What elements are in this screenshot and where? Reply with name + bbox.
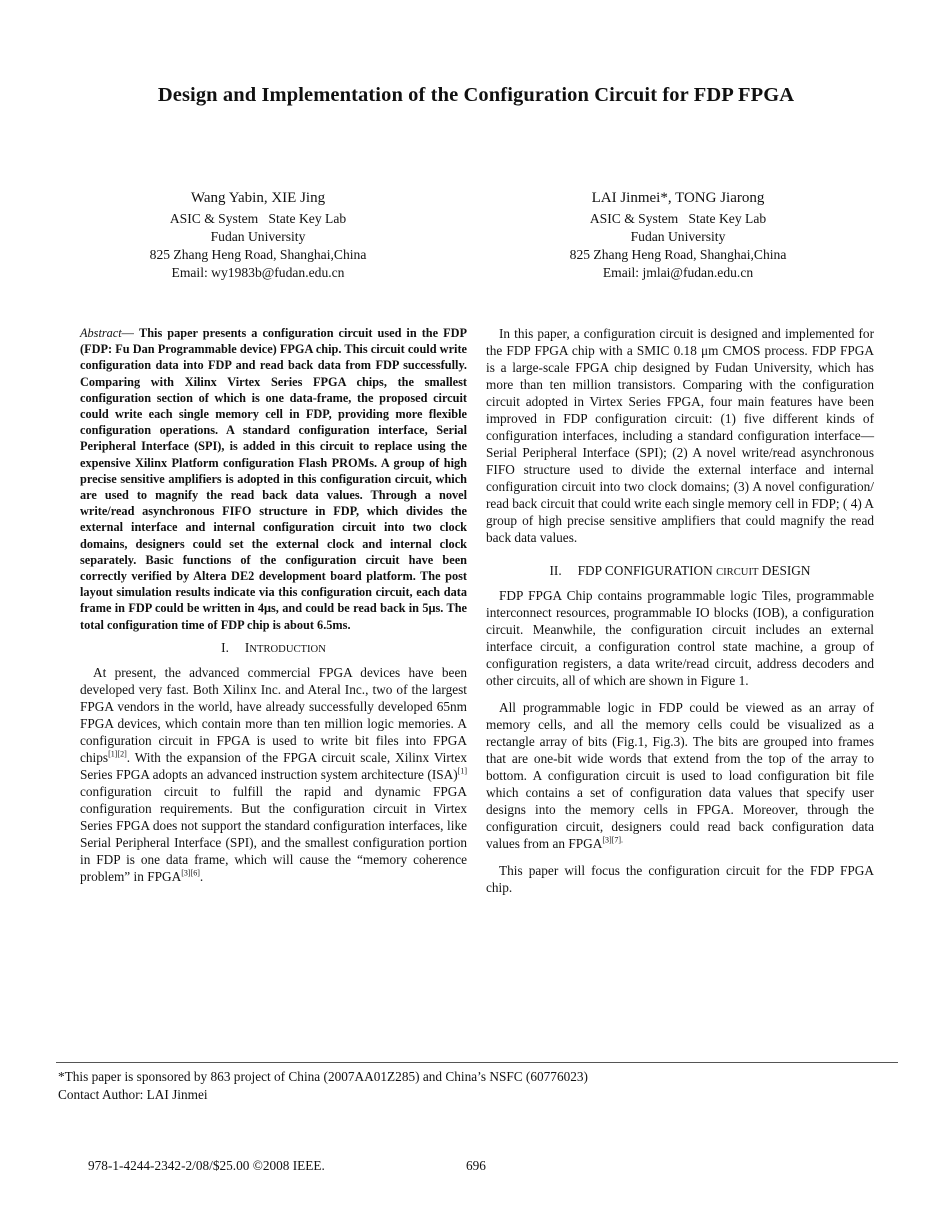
section-number: I.	[221, 639, 229, 655]
footnote-divider	[56, 1062, 898, 1063]
author-block-right	[468, 188, 888, 282]
design-text: All programmable logic in FDP could be viewed as an array of memory cells, and all the memory cells could be visualized as a rectangle array of bits (Fig.1, Fig.3). The bits are grouped into frames that are one-bit wide words that extend from the top of the array to bottom. A configuration circuit is used to load configuration bit file which contains a set of configuration data values that specify user designs into the memory cells in FPGA. Moreover, through the configuration circuit, designers could read back configuration data values from an FPGA	[486, 700, 874, 851]
abstract-text: This paper presents a configuration circuit used in the FDP (FDP: Fu Dan Programmable device) FPGA chip. This circuit could write configuration data into FDP and read back data from FDP successfully. Comparing with Xilinx Virtex Series FPGA chips, the smallest configuration section of which is one data-frame, the proposed circuit could write each single memory cell in FDP, providing more flexible configuration operations. A standard configuration interface, Serial Peripheral Interface (SPI), is added in this circuit to replace using the expensive Xilinx Platform configuration Flash PROMs. A group of high precise sensitive amplifiers is adopted in this configuration circuit, which are used to magnify the read back data values. Through a novel write/read asynchronous FIFO structure in FDP, which divides the external interface and internal configuration circuit into two clock domains, designers could set the external clock and internal clock separately. Basic functions of the configuration circuit have been correctly verified by Altera DE2 development board platform. The post layout simulation results indicate via this configuration circuit, each data frame in FDP could be written in 4μs, and could be read back in 5μs. The total configuration time of FDP chip is about 6.5ms.	[80, 326, 468, 632]
section-title-initial: I	[244, 639, 250, 655]
design-paragraph-1: FDP FPGA Chip contains programmable logic Tiles, programmable interconnect resources, programmable IO blocks (IOB), a configuration circuit. Meanwhile, the configuration circuit includes an external interface circuit, a configuration control state machine, a group of configuration registers, a data write/read circuit, address decoders and other circuits, all of which are shown in Figure 1.	[486, 588, 874, 688]
section-title-b: DESIGN	[758, 563, 811, 578]
footnote-sponsor: *This paper is sponsored by 863 project of China (2007AA01Z285) and China’s NSFC (60776023)	[58, 1069, 588, 1084]
citation: [1][2]	[108, 749, 127, 759]
abstract-dash: —	[121, 326, 139, 340]
abstract-lead: Abstract	[80, 326, 122, 340]
footer-isbn: 978-1-4244-2342-2/08/$25.00 ©2008 IEEE.	[88, 1158, 325, 1173]
author-university: Fudan University	[210, 229, 306, 244]
right-column	[486, 325, 874, 902]
author-university: Fudan University	[630, 229, 726, 244]
intro-paragraph-continued: In this paper, a configuration circuit is designed and implemented for the FDP FPGA chip with a SMIC 0.18 μm CMOS process. FDP FPGA is a large-scale FPGA chip designed by Fudan University, which has more than ten million transistors. Comparing with the configuration circuit adopted in Virtex Series FPGA, four main features have been improved in FDP configuration circuit: (1) five different kinds of configuration interfaces, including a standard configuration interface— Serial Peripheral Interface (SPI); (2) A novel write/read asynchronous FIFO structure used to divide the external interface and internal configuration circuit into two clock domains; (3) A novel configuration/ read back circuit that could write each single memory cell in FDP; ( 4) A group of high precise sensitive amplifiers that could magnify the read back data values.	[486, 326, 874, 545]
intro-text-a: At present, the advanced commercial FPGA devices have been developed very fast. Both Xilinx Inc. and Ateral Inc., two of the largest FPGA vendors in the world, have already successfully developed 65nm FPGA devices, which contain more than ten million logic memories. A configuration circuit in FPGA is used to write bit files into FPGA chips	[80, 664, 467, 765]
author-lab: ASIC & System State Key Lab	[589, 211, 767, 226]
footnote-contact: Contact Author: LAI Jinmei	[58, 1087, 208, 1102]
author-block-left	[48, 188, 468, 282]
left-column	[80, 325, 467, 891]
citation: [1]	[457, 766, 467, 776]
paper-title: Design and Implementation of the Configuration Circuit for FDP FPGA	[157, 84, 795, 106]
footnote	[58, 1068, 588, 1104]
section-title-rest: NTRODUCTION	[249, 643, 326, 655]
citation: [3][6]	[181, 868, 200, 878]
section-title-small: CIRCUIT	[716, 567, 759, 578]
author-email: Email: jmlai@fudan.edu.cn	[602, 265, 754, 280]
section-heading-design	[486, 562, 874, 581]
author-names: LAI Jinmei*, TONG Jiarong	[591, 190, 765, 206]
intro-text-d: .	[199, 868, 204, 884]
design-paragraph-2	[486, 699, 874, 852]
section-number: II.	[549, 563, 562, 578]
author-address: 825 Zhang Heng Road, Shanghai,China	[149, 247, 367, 262]
abstract	[80, 325, 467, 633]
section-title-a: FDP CONFIGURATION	[577, 563, 717, 578]
intro-text-b: . With the expansion of the FPGA circuit scale, Xilinx Virtex Series FPGA adopts an advanced instruction system architecture (ISA)	[80, 749, 467, 782]
author-lab: ASIC & System State Key Lab	[169, 211, 347, 226]
citation: [3][7].	[602, 835, 623, 845]
page-number: 696	[466, 1158, 486, 1173]
design-paragraph-3: This paper will focus the configuration circuit for the FDP FPGA chip.	[486, 863, 874, 895]
intro-paragraph	[80, 664, 467, 885]
author-email: Email: wy1983b@fudan.edu.cn	[171, 265, 345, 280]
author-names: Wang Yabin, XIE Jing	[190, 190, 326, 206]
intro-text-c: configuration circuit to fulfill the rapid and dynamic FPGA configuration requirements. But the configuration circuit in Virtex Series FPGA does not support the standard configuration interfaces, like Serial Peripheral Interface (SPI), and the smallest configuration portion in FDP is one data frame, which will cause the “memory coherence problem” in FPGA	[80, 783, 467, 884]
section-heading-introduction	[80, 639, 467, 658]
author-address: 825 Zhang Heng Road, Shanghai,China	[569, 247, 787, 262]
